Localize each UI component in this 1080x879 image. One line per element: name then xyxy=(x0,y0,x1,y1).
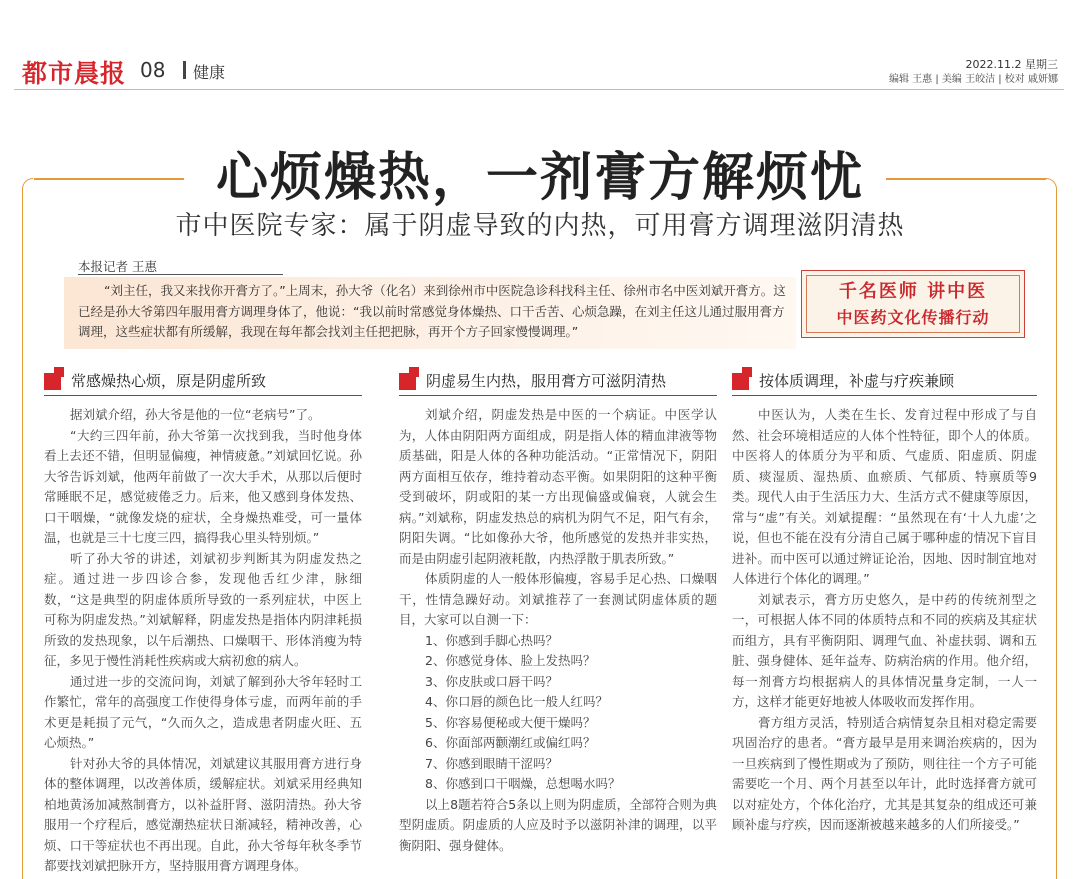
frame-left xyxy=(22,178,33,879)
article-column-2 xyxy=(399,367,717,856)
column-title: 常感燥热心烦，原是阴虚所致 xyxy=(71,372,267,390)
quiz-question: 1、你感到手脚心热吗？ xyxy=(425,632,558,648)
quiz-question: 6、你面部两颧潮红或偏红吗？ xyxy=(425,735,596,750)
editor-credits: 编辑 王惠 | 美编 王皎洁 | 校对 戚妍娜 xyxy=(889,74,1058,85)
paragraph: 中医认为，人类在生长、发育过程中形成了与自然、社会环境相适应的人体个性特征，即个人的体质。中医将人的体质分为平和质、气虚质、阳虚质、阴虚质、痰湿质、湿热质、血瘀质、气郁质、特禀质等9类。现代人由于生活压力大、生活方式不健康等原因，常与“虚”有关。刘斌提醒：“虽然现在有‘十人九虚’之说，但也不能在没有分清自己属于哪种虚的情况下盲目进补。而中医可以通过辨证论治，因地、因时制宜地对人体进行个体化的调理。” xyxy=(732,407,1037,586)
heading-marker-dot-icon xyxy=(742,367,752,377)
issue-date: 2022.11.2 星期三 xyxy=(965,58,1058,71)
newspaper-logo: 都市晨报 xyxy=(22,59,127,88)
badge-title: 千名医师 讲中医 xyxy=(838,281,988,302)
heading-marker-dot-icon xyxy=(54,367,64,377)
subheadline: 市中医院专家：属于阴虚导致的内热，可用膏方调理滋阴清热 xyxy=(175,211,905,241)
paragraph: “大约三四年前，孙大爷第一次找到我，当时他身体看上去还不错，但明显偏瘦，神情疲惫。”刘斌回忆说。孙大爷告诉刘斌，他两年前做了一次大手术，从那以后便时常睡眠不足，感觉疲倦乏力。后来，他又感到身体发热、口干咽燥，“就像发烧的症状，全身燥热难受，可一量体温，也就是三十七度三四，搞得我心里头特别烦。” xyxy=(44,427,362,545)
paragraph: 以上8题若符合5条以上则为阴虚质，全部符合则为典型阴虚质。阴虚质的人应及时予以滋阴补津的调理，以平衡阴阳、强身健体。 xyxy=(399,796,717,853)
article-column-1 xyxy=(44,367,362,877)
intro-paragraph: “刘主任，我又来找你开膏方了。”上周末，孙大爷（化名）来到徐州市中医院急诊科找科主任、徐州市名中医刘斌开膏方。这已经是孙大爷第四年服用膏方调理身体了，他说：“我以前时常感觉身体燥热、口干舌苦、心烦急躁，在刘主任这儿通过服用膏方调理，这些症状都有所缓解，我现在每年都会找刘主任把把脉，再开个方子回家慢慢调理。” xyxy=(78,283,786,339)
paragraph: 刘斌表示，膏方历史悠久，是中药的传统剂型之一，可根据人体不同的体质特点和不同的疾病及其症状而组方，具有平衡阴阳、调理气血、补虚扶弱、调和五脏、强身健体、延年益寿、防病治病的作用。他介绍，每一剂膏方均根据病人的具体情况量身定制，一人一方，这样才能更好地被人体吸收而发挥作用。 xyxy=(732,591,1037,709)
section-name: 健康 xyxy=(193,63,226,82)
campaign-badge xyxy=(801,270,1025,338)
quiz-question: 5、你容易便秘或大便干燥吗？ xyxy=(425,714,596,730)
paragraph: 据刘斌介绍，孙大爷是他的一位“老病号”了。 xyxy=(70,407,321,422)
column-title: 按体质调理，补虚与疗疾兼顾 xyxy=(759,372,955,390)
paragraph: 听了孙大爷的讲述，刘斌初步判断其为阴虚发热之症。通过进一步四诊合参，发现他舌红少津，脉细数，“这是典型的阴虚体质所导致的一系列症状，中医上可称为阴虚发热。”刘斌解释，阴虚发热是指体内阴津耗损所致的发热现象，以午后潮热、口燥咽干、形体消瘦为特征，多见于慢性消耗性疾病或大病初愈的病人。 xyxy=(44,550,362,668)
headline: 心烦燥热，一剂膏方解烦忧 xyxy=(215,148,864,208)
quiz-question: 2、你感觉身体、脸上发热吗？ xyxy=(425,653,596,668)
paragraph: 针对孙大爷的具体情况，刘斌建议其服用膏方进行身体的整体调理，以改善体质，缓解症状。刘斌采用经典知柏地黄汤加减熬制膏方，以补益肝肾、滋阴清热。孙大爷服用一个疗程后，感觉潮热症状日渐减轻，精神改善，心烦、口干等症状也不再出现。自此，孙大爷每年秋冬季节都要找刘斌把脉开方，坚持服用膏方调理身体。 xyxy=(44,755,362,873)
frame-right xyxy=(1046,178,1057,879)
column-heading xyxy=(732,367,1037,396)
heading-marker-dot-icon xyxy=(409,367,419,377)
column-heading xyxy=(44,367,362,396)
masthead xyxy=(22,52,1058,88)
paragraph: 膏方组方灵活，特别适合病情复杂且相对稳定需要巩固治疗的患者。“膏方最早是用来调治疾病的，因为一旦疾病到了慢性期或为了预防，则往往一个方子可能需要吃一个月、两个月甚至以年计，此时选择膏方就可以对症处方，个体化治疗，尤其是其复杂的组成还可兼顾补虚与疗疾，因而逐渐被越来越多的人们所接受。” xyxy=(732,714,1037,832)
byline-rule xyxy=(78,274,283,275)
quiz-question: 3、你皮肤或口唇干吗？ xyxy=(425,673,558,689)
badge-subtitle: 中医药文化传播行动 xyxy=(836,308,990,327)
page-number: 08 xyxy=(140,58,166,82)
paragraph: 体质阴虚的人一般体形偏瘦，容易手足心热、口燥咽干，性情急躁好动。刘斌推荐了一套测试阴虚体质的题目，大家可以自测一下： xyxy=(399,571,717,627)
quiz-question: 7、你感到眼睛干涩吗？ xyxy=(425,755,558,771)
quiz-question: 8、你感到口干咽燥，总想喝水吗？ xyxy=(425,776,621,791)
page-divider xyxy=(183,61,186,79)
paragraph: 刘斌介绍，阴虚发热是中医的一个病证。中医学认为，人体由阴阳两方面组成，阴是指人体的精血津液等物质基础，阳是人体的各种功能活动。“正常情况下，阴阳两方面相互依存，维持着动态平衡。如果阴阳的这种平衡受到破坏，阴或阳的某一方出现偏盛或偏衰，人就会生病。”刘斌称，阴虚发热总的病机为阴气不足，阳气有余，阴阳失调。“比如像孙大爷，他所感觉的发热并非实热，而是由阴虚引起阴液耗散，内热浮散于肌表所致。” xyxy=(399,407,717,566)
column-title: 阴虚易生内热，服用膏方可滋阴清热 xyxy=(426,372,667,390)
column-heading xyxy=(399,367,717,396)
byline: 本报记者 王惠 xyxy=(78,259,157,274)
paragraph: 通过进一步的交流问询，刘斌了解到孙大爷年轻时工作繁忙，常年的高强度工作使得身体亏虚，而两年前的手术更是耗损了元气，“久而久之，造成患者阴虚火旺、五心烦热。” xyxy=(44,673,362,750)
article-column-3 xyxy=(732,367,1037,836)
masthead-rule xyxy=(14,89,1064,90)
quiz-question: 4、你口唇的颜色比一般人红吗？ xyxy=(425,694,608,709)
